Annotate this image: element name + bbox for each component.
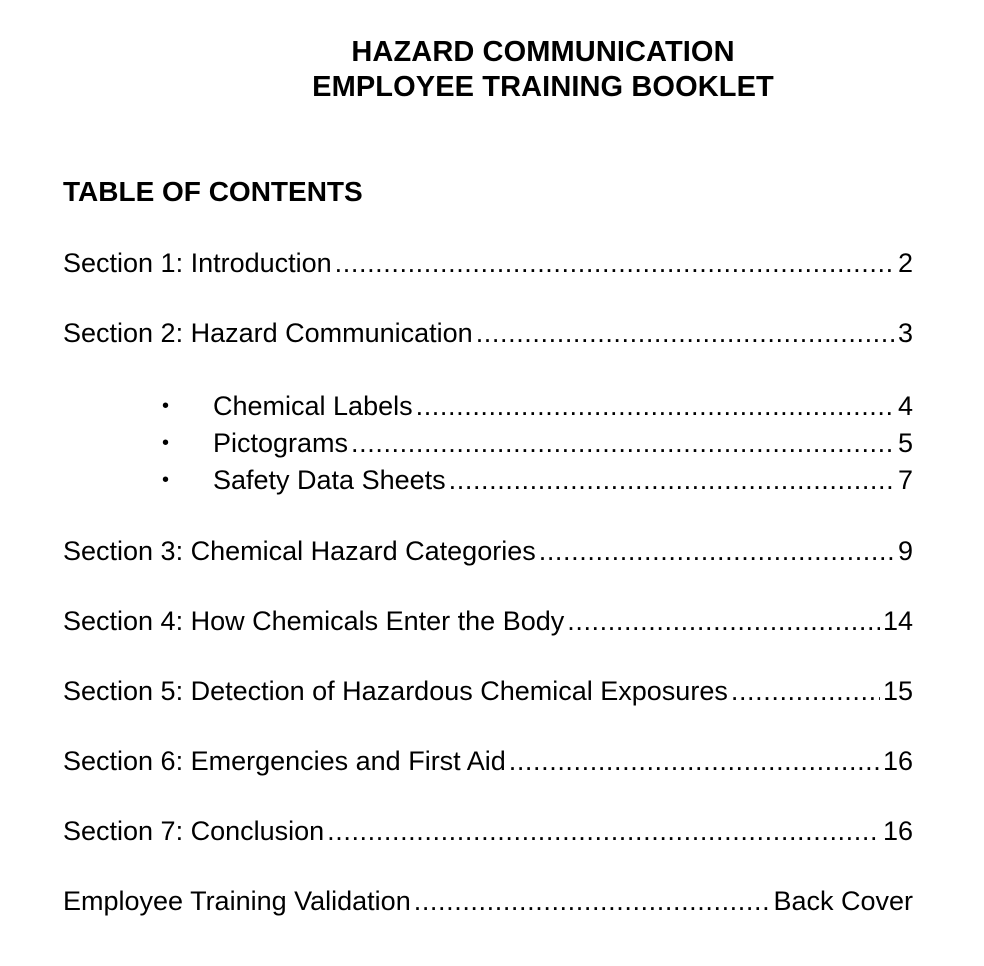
dot-leader	[416, 390, 895, 422]
bullet-icon: •	[162, 469, 170, 491]
toc-entry-label: Section 4: How Chemicals Enter the Body	[63, 606, 565, 636]
toc-entry-page: 3	[897, 318, 913, 348]
toc-entry-label: Section 5: Detection of Hazardous Chemical Exposures	[63, 676, 728, 706]
toc-entry-section-1	[63, 247, 913, 279]
toc-entry-section-7	[63, 815, 913, 847]
dot-leader	[509, 745, 880, 777]
bullet-icon: •	[162, 395, 170, 417]
toc-entry-label: Chemical Labels	[213, 391, 413, 421]
toc-entry-page: Back Cover	[773, 886, 913, 916]
toc-subentry-chemical-labels	[213, 390, 913, 422]
toc-entry-training-validation	[63, 885, 913, 917]
toc-entry-section-5	[63, 675, 913, 707]
dot-leader	[476, 317, 895, 349]
toc-entry-label: Pictograms	[213, 428, 349, 458]
toc-entry-page: 5	[897, 428, 913, 458]
toc-subentry-safety-data-sheets	[213, 464, 913, 496]
toc-entry-page: 14	[882, 606, 913, 636]
toc-heading: TABLE OF CONTENTS	[63, 176, 363, 207]
dot-leader	[414, 885, 771, 917]
dot-leader	[335, 247, 895, 279]
toc-entry-page: 15	[882, 676, 913, 706]
toc-entry-page: 2	[897, 248, 913, 278]
bullet-icon: •	[162, 432, 170, 454]
document-title-line-2: EMPLOYEE TRAINING BOOKLET	[312, 71, 774, 103]
toc-entry-label: Section 7: Conclusion	[63, 816, 325, 846]
toc-entry-label: Section 1: Introduction	[63, 248, 332, 278]
toc-entry-section-3	[63, 535, 913, 567]
dot-leader	[449, 464, 895, 496]
toc-entry-page: 16	[882, 816, 913, 846]
toc-entry-page: 4	[897, 391, 913, 421]
toc-entry-label: Section 6: Emergencies and First Aid	[63, 746, 506, 776]
toc-entry-label: Employee Training Validation	[63, 886, 411, 916]
toc-entry-page: 7	[897, 465, 913, 495]
toc-entry-page: 16	[882, 746, 913, 776]
toc-entry-section-2	[63, 317, 913, 349]
toc-entry-section-6	[63, 745, 913, 777]
document-title-line-1: HAZARD COMMUNICATION	[351, 36, 735, 68]
toc-entry-label: Section 3: Chemical Hazard Categories	[63, 536, 536, 566]
dot-leader	[731, 675, 880, 707]
dot-leader	[539, 535, 895, 567]
dot-leader	[351, 427, 895, 459]
dot-leader	[327, 815, 880, 847]
toc-entry-label: Section 2: Hazard Communication	[63, 318, 473, 348]
toc-subentry-pictograms	[213, 427, 913, 459]
dot-leader	[567, 605, 880, 637]
toc-entry-page: 9	[897, 536, 913, 566]
toc-entry-section-4	[63, 605, 913, 637]
toc-entry-label: Safety Data Sheets	[213, 465, 446, 495]
